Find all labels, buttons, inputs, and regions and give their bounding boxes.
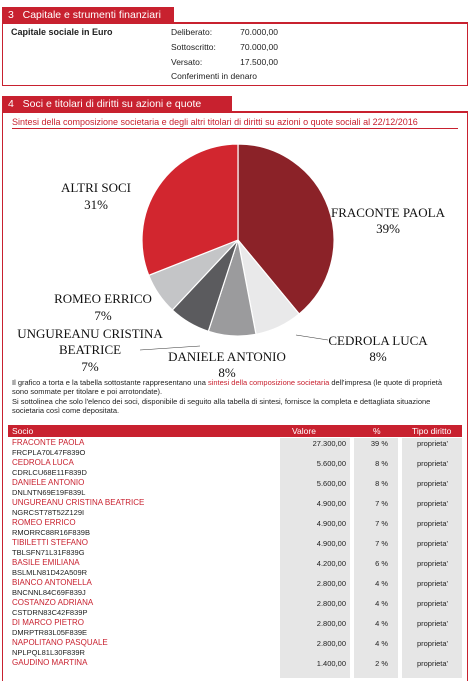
tipo-value: proprieta' xyxy=(416,659,448,668)
valore-value: 2.800,00 xyxy=(316,619,346,628)
valore-value: 4.900,00 xyxy=(316,539,346,548)
tipo-cell xyxy=(402,438,462,458)
table-row xyxy=(8,578,462,598)
table-row xyxy=(8,558,462,578)
col-valore: Valore xyxy=(292,426,316,436)
codice-fiscale: TBLSFN71L31F839G xyxy=(12,547,85,557)
conferimenti-text: Conferimenti in denaro xyxy=(171,71,257,81)
codice-fiscale: BNCNNL84C69F839J xyxy=(12,587,86,597)
table-row xyxy=(8,598,462,618)
chart-subtitle: Sintesi della composizione societaria e degli altri titolari di diritti su azioni o quote sociali al 22/12/2016 xyxy=(12,117,418,127)
capitale-row-value: 17.500,00 xyxy=(240,57,278,67)
tipo-value: proprieta' xyxy=(416,579,448,588)
codice-fiscale: NGRCST78T52Z129I xyxy=(12,507,85,517)
codice-fiscale: CDRLCU68E11F839D xyxy=(12,467,87,477)
pie-chart xyxy=(0,130,470,380)
label-ungureanu: UNGUREANU CRISTINA xyxy=(17,326,163,341)
codice-fiscale: CSTDRN83C42F839P xyxy=(12,607,88,617)
pct-cell xyxy=(354,638,398,658)
label-cedrola: CEDROLA LUCA xyxy=(328,333,428,348)
pct-value: 7 % xyxy=(375,499,388,508)
capitale-label: Capitale sociale in Euro xyxy=(11,27,113,37)
valore-value: 2.800,00 xyxy=(316,599,346,608)
label-ungureanu-pct: 7% xyxy=(81,359,99,374)
tipo-value: proprieta' xyxy=(416,559,448,568)
codice-fiscale: NPLPQL81L30F839R xyxy=(12,647,85,657)
tipo-value: proprieta' xyxy=(416,459,448,468)
pct-cell xyxy=(354,518,398,538)
valore-cell xyxy=(280,478,350,498)
note-paragraph-1 xyxy=(12,378,460,397)
valore-cell xyxy=(280,518,350,538)
valore-cell xyxy=(280,618,350,638)
capitale-row-label: Sottoscritto: xyxy=(171,42,216,52)
socio-name[interactable]: GAUDINO MARTINA xyxy=(12,658,88,667)
subtitle-underline xyxy=(12,128,458,129)
section-3-number: 3 xyxy=(8,9,14,21)
tipo-value: proprieta' xyxy=(416,539,448,548)
valore-cell xyxy=(280,438,350,458)
tipo-cell xyxy=(402,518,462,538)
pct-value: 7 % xyxy=(375,519,388,528)
pct-value: 39 % xyxy=(370,439,388,448)
note-highlight: sintesi della composizione societaria xyxy=(207,378,330,387)
valore-value: 5.600,00 xyxy=(316,459,346,468)
tipo-value: proprieta' xyxy=(416,639,448,648)
label-romeo: ROMEO ERRICO xyxy=(54,291,152,306)
label-fraconte: FRACONTE PAOLA xyxy=(330,205,446,220)
codice-fiscale: FRCPLA70L47F839O xyxy=(12,447,86,457)
pct-cell xyxy=(354,458,398,478)
pct-value: 7 % xyxy=(375,539,388,548)
table-row xyxy=(8,458,462,478)
note-paragraph-2: Si sottolinea che solo l'elenco dei soci, disponibile di seguito alla tabella di sintesi, fornisce la completa e dettagliata situazione societaria così come depositata. xyxy=(12,396,431,415)
label-altri-soci: ALTRI SOCI xyxy=(61,180,131,195)
capitale-row-label: Deliberato: xyxy=(171,27,213,37)
tipo-value: proprieta' xyxy=(416,519,448,528)
codice-fiscale: RMORRC88R16F839B xyxy=(12,527,90,537)
pct-cell xyxy=(354,578,398,598)
tipo-cell xyxy=(402,458,462,478)
tipo-cell xyxy=(402,498,462,518)
pct-value: 4 % xyxy=(375,639,388,648)
socio-name[interactable]: FRACONTE PAOLA xyxy=(12,438,85,447)
table-row xyxy=(8,638,462,658)
note-text: Il grafico a torta e la tabella sottostante rappresentano una xyxy=(12,378,208,387)
pct-cell xyxy=(354,598,398,618)
section-4-title: Soci e titolari di diritti su azioni e quote xyxy=(22,98,202,110)
socio-name[interactable]: DANIELE ANTONIO xyxy=(12,478,85,487)
pct-value: 8 % xyxy=(375,479,388,488)
col-pct: % xyxy=(373,426,381,436)
capitale-row-value: 70.000,00 xyxy=(240,27,278,37)
valore-value: 1.400,00 xyxy=(316,659,346,668)
label-fraconte-pct: 39% xyxy=(376,221,400,236)
tipo-value: proprieta' xyxy=(416,619,448,628)
tipo-cell xyxy=(402,598,462,618)
tipo-value: proprieta' xyxy=(416,479,448,488)
section-4-number: 4 xyxy=(8,98,14,110)
codice-fiscale: DMRPTR83L05F839E xyxy=(12,627,88,637)
pct-value: 8 % xyxy=(375,459,388,468)
pct-value: 4 % xyxy=(375,579,388,588)
socio-name[interactable]: COSTANZO ADRIANA xyxy=(12,598,94,607)
pct-cell xyxy=(354,538,398,558)
valore-value: 27.300,00 xyxy=(312,439,346,448)
socio-name[interactable]: CEDROLA LUCA xyxy=(12,458,74,467)
valore-value: 5.600,00 xyxy=(316,479,346,488)
table-header xyxy=(8,425,462,437)
valore-cell xyxy=(280,598,350,618)
valore-value: 2.800,00 xyxy=(316,639,346,648)
valore-cell xyxy=(280,638,350,658)
pct-cell xyxy=(354,498,398,518)
pct-cell xyxy=(354,438,398,458)
tipo-value: proprieta' xyxy=(416,439,448,448)
label-daniele: DANIELE ANTONIO xyxy=(168,349,286,364)
codice-fiscale: BSLMLN81D42A509R xyxy=(12,567,88,577)
pct-cell xyxy=(354,618,398,638)
col-socio: Socio xyxy=(12,426,34,436)
section-3-title: Capitale e strumenti finanziari xyxy=(22,9,161,21)
pct-value: 4 % xyxy=(375,599,388,608)
valore-cell xyxy=(280,458,350,478)
capitale-row-label: Versato: xyxy=(171,57,203,67)
tipo-cell xyxy=(402,618,462,638)
label-altri-soci-pct: 31% xyxy=(84,197,108,212)
socio-name[interactable]: DI MARCO PIETRO xyxy=(12,618,85,627)
socio-name[interactable]: NAPOLITANO PASQUALE xyxy=(12,638,108,647)
valore-value: 4.200,00 xyxy=(316,559,346,568)
socio-name[interactable]: ROMEO ERRICO xyxy=(12,518,76,527)
codice-fiscale: DNLNTN69E19F839L xyxy=(12,487,86,497)
tipo-cell xyxy=(402,538,462,558)
valore-cell xyxy=(280,658,350,678)
tipo-cell xyxy=(402,658,462,678)
pct-value: 6 % xyxy=(375,559,388,568)
capitale-row-value: 70.000,00 xyxy=(240,42,278,52)
pct-cell xyxy=(354,658,398,678)
valore-value: 4.900,00 xyxy=(316,499,346,508)
pct-cell xyxy=(354,478,398,498)
label-romeo-pct: 7% xyxy=(94,308,112,323)
valore-cell xyxy=(280,538,350,558)
tipo-value: proprieta' xyxy=(416,499,448,508)
label-cedrola-pct: 8% xyxy=(369,349,387,364)
label-ungureanu: BEATRICE xyxy=(58,342,122,357)
leader-line-cedrola xyxy=(296,335,328,340)
tipo-cell xyxy=(402,578,462,598)
table-row xyxy=(8,618,462,638)
table-row xyxy=(8,518,462,538)
note-text: dell'impresa (le quote di proprietà sono sommate per titolare e poi arrotondate). xyxy=(12,378,443,397)
socio-name[interactable]: UNGUREANU CRISTINA BEATRICE xyxy=(12,498,145,507)
valore-cell xyxy=(280,558,350,578)
socio-name[interactable]: BIANCO ANTONELLA xyxy=(12,578,92,587)
socio-name[interactable]: TIBILETTI STEFANO xyxy=(12,538,89,547)
tipo-cell xyxy=(402,638,462,658)
label-daniele-pct: 8% xyxy=(218,365,236,380)
table-row xyxy=(8,478,462,498)
socio-name[interactable]: BASILE EMILIANA xyxy=(12,558,80,567)
valore-cell xyxy=(280,498,350,518)
table-row xyxy=(8,658,462,678)
table-row xyxy=(8,538,462,558)
chart-note xyxy=(12,378,460,415)
valore-value: 2.800,00 xyxy=(316,579,346,588)
tipo-cell xyxy=(402,478,462,498)
tipo-value: proprieta' xyxy=(416,599,448,608)
col-tipo: Tipo diritto xyxy=(412,426,452,436)
pct-value: 2 % xyxy=(375,659,388,668)
pct-value: 4 % xyxy=(375,619,388,628)
valore-value: 4.900,00 xyxy=(316,519,346,528)
table-row xyxy=(8,498,462,518)
tipo-cell xyxy=(402,558,462,578)
valore-cell xyxy=(280,578,350,598)
pct-cell xyxy=(354,558,398,578)
table-row xyxy=(8,438,462,458)
